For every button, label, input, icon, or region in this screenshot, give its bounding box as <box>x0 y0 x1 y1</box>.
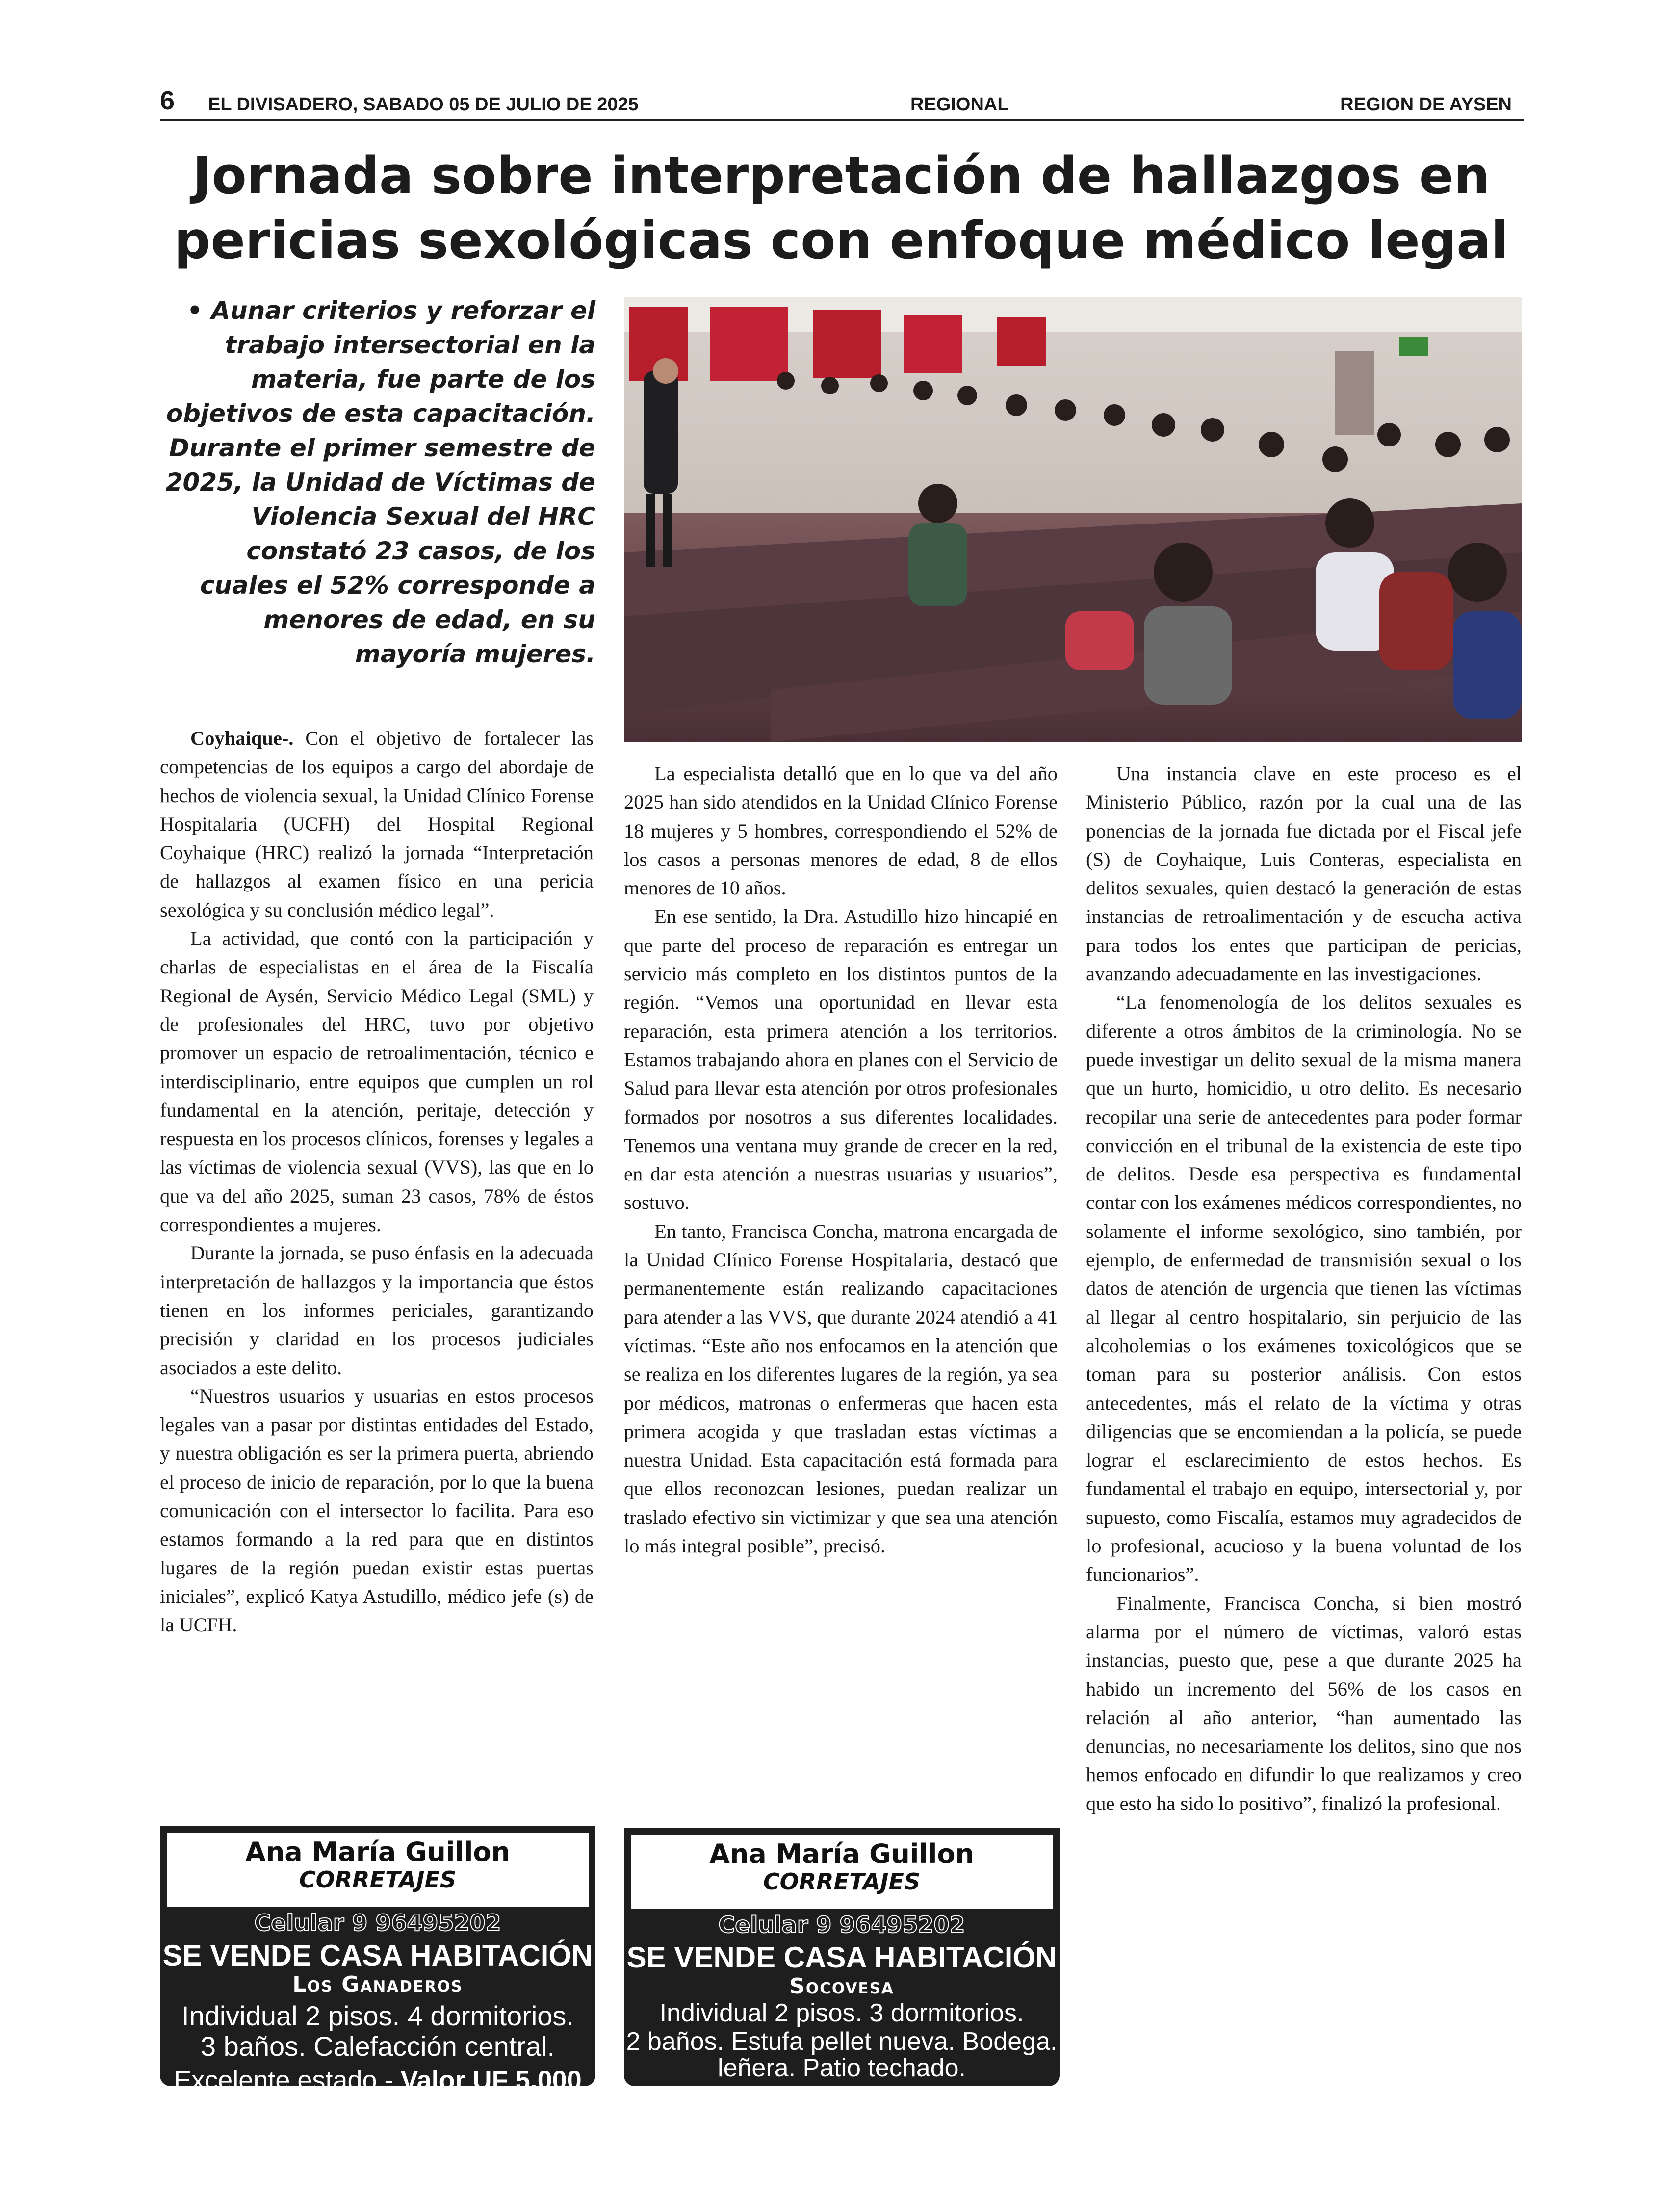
classified-ad-los-ganaderos <box>160 1826 595 2095</box>
article-column-2 <box>624 760 1058 1560</box>
region-label: REGION DE AYSEN <box>1340 94 1512 115</box>
page-number: 6 <box>160 86 175 115</box>
paragraph: La especialista detalló que en lo que va del año 2025 han sido atendidos en la Unidad Clínico Forense 18 mujeres y 5 hombres, correspondiendo el 52% de los casos a personas menores de edad, 8 de ellos menores de 10 años. <box>624 762 1058 899</box>
ad-company: CORRETAJES <box>299 1866 457 1893</box>
section-label: REGIONAL <box>910 94 1009 115</box>
ad-name-box <box>167 1833 589 1907</box>
ad-price: Valor UF 4.500 <box>863 2084 1038 2112</box>
date-line: EL DIVISADERO, SABADO 05 DE JULIO DE 2025 <box>208 94 639 115</box>
ad-detail-line: leñera. Patio techado. <box>718 2054 966 2082</box>
dateline: Coyhaique-. <box>190 727 294 749</box>
article-lead: • Aunar criterios y reforzar el trabajo intersectorial en la materia, fue parte de los objetivos de esta capacitación. Durante el primer semestre de 2025, la Unidad de Víctimas de Violencia Sexual del HRC constató 23 casos, de los cuales el 52% corresponde a menores de edad, en su mayoría mujeres. <box>165 296 595 668</box>
paragraph: Coyhaique-. Con el objetivo de fortalecer las competencias de los equipos a cargo del abordaje de hechos de violencia sexual, la Unidad Clínico Forense Hospitalaria (UCFH) del Hospital Regional Coyhaique (HRC) realizó la jornada “Interpretación de hallazgos al examen físico en una pericia sexológica y su conclusión médico legal”. <box>160 727 594 921</box>
ad-phone: Celular 9 96495202 <box>718 1912 965 1938</box>
ad-price-line: Excelente estado - Valor UF 4.500 <box>645 2084 1038 2112</box>
paragraph: Durante la jornada, se puso énfasis en la adecuada interpretación de hallazgos y la importancia que éstos tienen en los informes periciales, garantizando precisión y claridad en los procesos judiciales asociados a este delito. <box>160 1242 594 1379</box>
paragraph: Finalmente, Francisca Concha, si bien mostró alarma por el número de víctimas, valoró estas instancias, puesto que, pese a que durante 2025 ha habido un incremento del 56% de los casos en relación al año anterior, “han aumentado las denuncias, no necesariamente los delitos, sino que nos hemos enfocado en difundir lo que realizamos y creo que esto ha sido lo positivo”, finalizó la profesional. <box>1086 1592 1522 1814</box>
ad-location: Los Ganaderos <box>292 1972 463 1997</box>
article-column-1 <box>160 724 594 1640</box>
paragraph: “La fenomenología de los delitos sexuales es diferente a otros ámbitos de la criminología. No se puede investigar un delito sexual de la misma manera que un hurto, homicidio, u otro delito. Es necesario recopilar una serie de antecedentes para poder formar convicción en el tribunal de la existencia de este tipo de delitos. Desde esa perspectiva es fundamental contar con los exámenes médicos correspondientes, no solamente el informe sexológico, sino también, por ejemplo, de enfermedad de transmisión sexual o los datos de atención de urgencia que tienen las víctimas al llegar al centro hospitalario, sin perjuicio de las alcoholemias o los exámenes toxicológicos que se toman para su posterior análisis. Con estos antecedentes, más el relato de la víctima y otras diligencias que se encomiendan a la policía, se puede lograr el esclarecimiento de estos hechos. Es fundamental el trabajo en equipo, intersectorial y, por supuesto, como Fiscalía, estamos muy agradecidos de lo profesional, acucioso y la buena voluntad de los funcionarios”. <box>1086 991 1522 1586</box>
ad-detail-line: Individual 2 pisos. 3 dormitorios. <box>659 1999 1024 2027</box>
ad-detail-line: 3 baños. Calefacción central. <box>200 2031 555 2062</box>
article-title: Jornada sobre interpretación de hallazgos en pericias sexológicas con enfoque médico legal <box>174 146 1509 270</box>
paragraph: Una instancia clave en este proceso es el Ministerio Público, razón por la cual una de las ponencias de la jornada fue dictada por el Fiscal jefe (S) de Coyhaique, Luis Conteras, especialista en delitos sexuales, quien destacó la generación de estas instancias de retroalimentación y de escucha activa para todos los entes que participan de pericias, avanzando adecuadamente en las investigaciones. <box>1086 762 1522 985</box>
ad-headline: SE VENDE CASA HABITACIÓN <box>626 1941 1057 1974</box>
auditorium-photo-illustration <box>624 297 1522 742</box>
page-header <box>160 88 1524 121</box>
paragraph: En tanto, Francisca Concha, matrona encargada de la Unidad Clínico Forense Hospitalaria, destacó que permanentemente están realizando capacitaciones para atender a las VVS, que durante 2024 atendió a 41 víctimas. “Este año nos enfocamos en la atención que se realiza en los diferentes lugares de la región, ya sea por médicos, matronas o enfermeras que hacen esta primera acogida y que trasladan estas víctimas a nuestra Unidad. Esta capacitación está formada para que ellos reconozcan lesiones, puedan realizar un traslado efectivo sin victimizar y que sea una atención lo más integral posible”, precisó. <box>624 1220 1058 1557</box>
ad-company: CORRETAJES <box>763 1868 921 1895</box>
ad-name-box <box>631 1835 1053 1909</box>
paragraph: En ese sentido, la Dra. Astudillo hizo hincapié en que parte del proceso de reparación es entregar un servicio más completo en los distintos puntos de la región. “Vemos una oportunidad en llevar esta reparación, esta primera atención a los territorios. Estamos trabajando ahora en planes con el Servicio de Salud para llevar esta atención por otros profesionales formados por nosotros a sus diferentes localidades. Tenemos una ventana muy grande de crecer en la red, en dar esta atención a nuestras usuarias y usuarios”, sostuvo. <box>624 905 1058 1214</box>
ad-price: Valor UF 5.000 <box>400 2066 582 2095</box>
ad-location: Socovesa <box>789 1974 894 1999</box>
ad-agent-name: Ana María Guillon <box>709 1838 974 1869</box>
ad-detail-line: 2 baños. Estufa pellet nueva. Bodega. <box>626 2027 1058 2056</box>
article-column-3 <box>1086 760 1522 1818</box>
ad-price-line: Excelente estado - Valor UF 5.000 <box>174 2066 582 2095</box>
paragraph: La actividad, que contó con la participación y charlas de especialistas en el área de la Fiscalía Regional de Aysén, Servicio Médico Legal (SML) y de profesionales del HRC, tuvo por objetivo promover un espacio de retroalimentación, técnico e interdisciplinario, entre equipos que cumplen un rol fundamental en la atención, peritaje, detección y respuesta en los procesos clínicos, forenses y legales a las víctimas de violencia sexual (VVS), las que en lo que va del año 2025, suman 23 casos, 78% de éstos correspondientes a mujeres. <box>160 927 594 1236</box>
ad-headline: SE VENDE CASA HABITACIÓN <box>162 1939 593 1972</box>
paragraph: “Nuestros usuarios y usuarias en estos procesos legales van a pasar por distintas entidades del Estado, y nuestra obligación es ser la primera puerta, abriendo el proceso de inicio de reparación, por lo que la buena comunicación con el intersector lo facilita. Para eso estamos formando a la red para que en distintos lugares de la región puedan existir estas puertas iniciales”, explicó Katya Astudillo, médico jefe (s) de la UCFH. <box>160 1385 594 1636</box>
ad-agent-name: Ana María Guillon <box>245 1836 510 1867</box>
ad-detail-line: Individual 2 pisos. 4 dormitorios. <box>181 2000 574 2031</box>
ad-phone: Celular 9 96495202 <box>254 1910 501 1936</box>
classified-ad-socovesa <box>624 1828 1060 2112</box>
article-photo <box>624 297 1522 742</box>
